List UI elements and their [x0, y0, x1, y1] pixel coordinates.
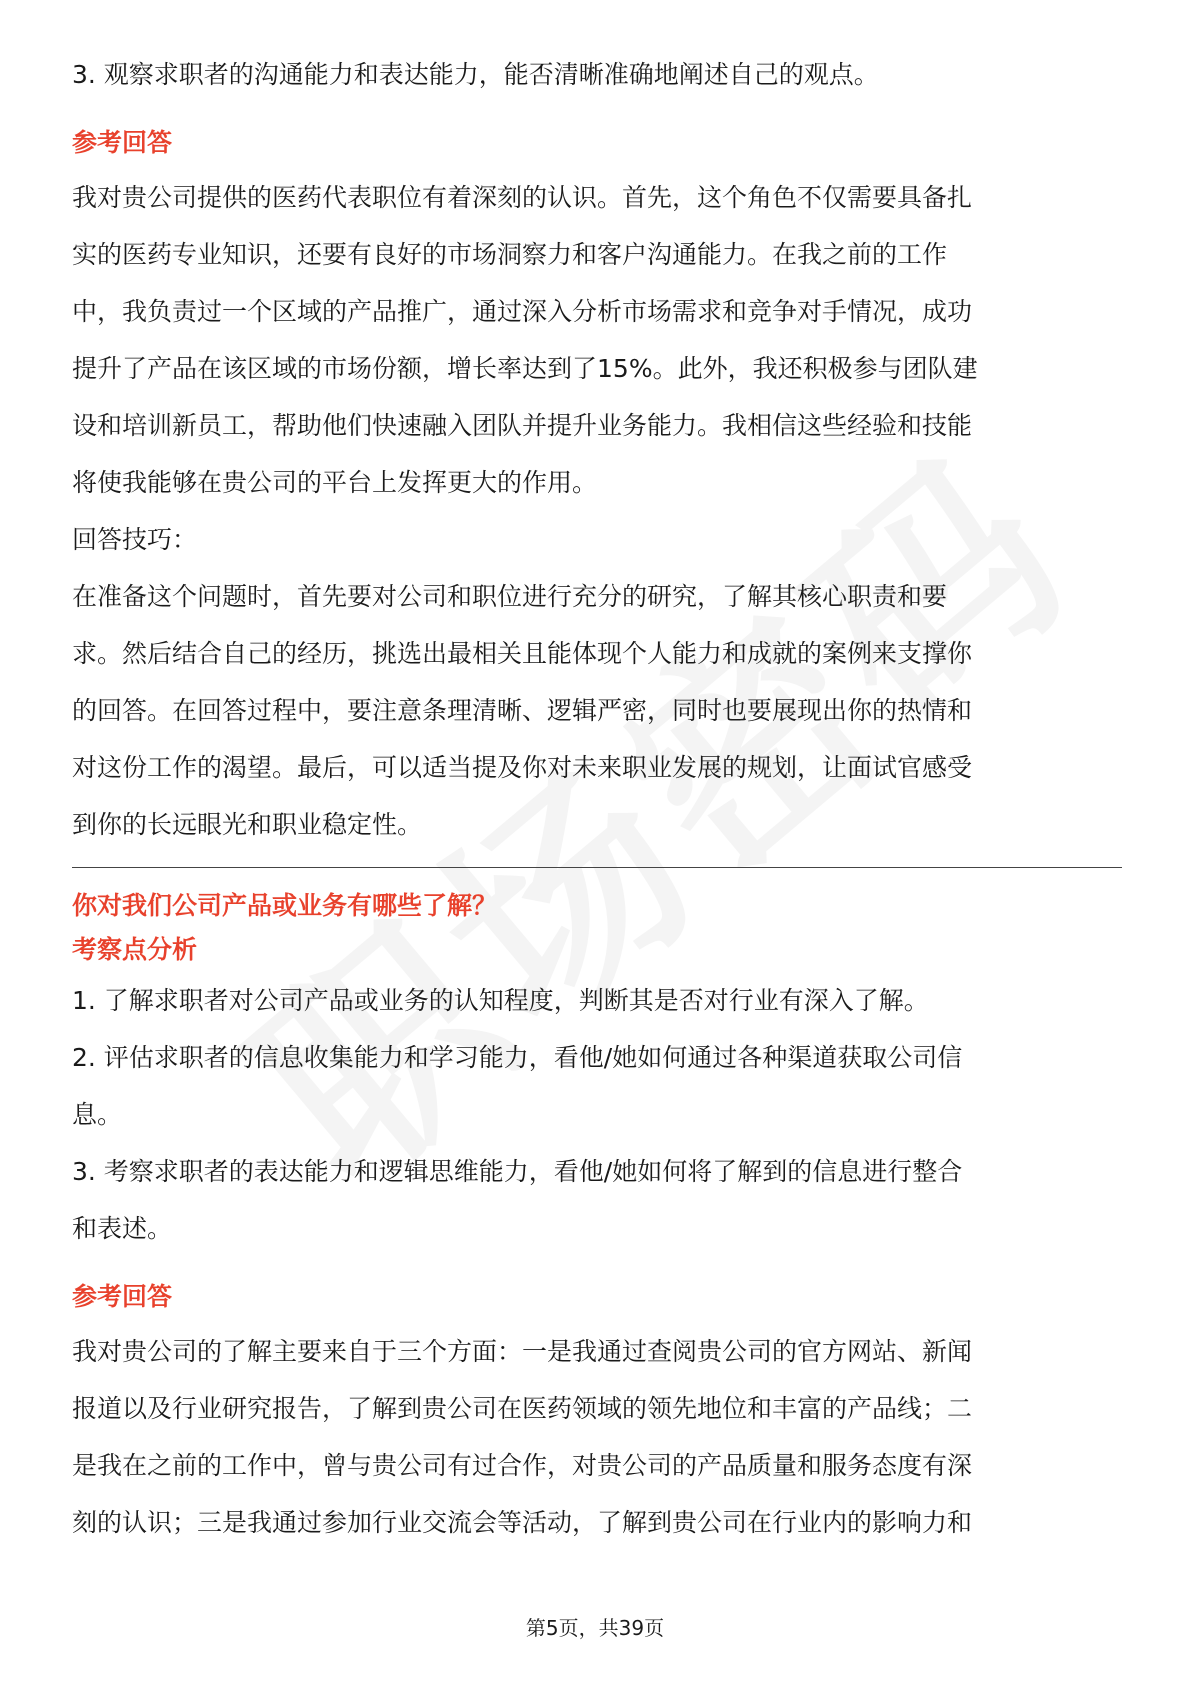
tips-line: 到你的长远眼光和职业稳定性。 — [72, 810, 423, 839]
answer-2 — [72, 1323, 1122, 1551]
answer-1-line: 提升了产品在该区域的市场份额，增长率达到了15%。此外，我还积极参与团队建 — [72, 354, 978, 383]
analysis-list — [72, 972, 1122, 1257]
analysis-line: 3. 考察求职者的表达能力和逻辑思维能力，看他/她如何将了解到的信息进行整合 — [72, 1157, 963, 1186]
answer-1-line: 实的医药专业知识，还要有良好的市场洞察力和客户沟通能力。在我之前的工作 — [72, 240, 948, 269]
analysis-line: 和表述。 — [72, 1214, 173, 1243]
answer-2-line: 报道以及行业研究报告，了解到贵公司在医药领域的领先地位和丰富的产品线；二 — [72, 1394, 973, 1423]
analysis-heading: 考察点分析 — [72, 935, 198, 964]
answer-1-line: 我对贵公司提供的医药代表职位有着深刻的认识。首先，这个角色不仅需要具备扎 — [72, 183, 973, 212]
tips-line: 求。然后结合自己的经历，挑选出最相关且能体现个人能力和成就的案例来支撑你 — [72, 639, 973, 668]
answer-2-line: 是我在之前的工作中，曾与贵公司有过合作，对贵公司的产品质量和服务态度有深 — [72, 1451, 973, 1480]
answer-1 — [72, 169, 1122, 511]
answer-1-line: 将使我能够在贵公司的平台上发挥更大的作用。 — [72, 468, 598, 497]
tips — [72, 568, 1122, 853]
tips-label: 回答技巧： — [72, 525, 198, 554]
answer-heading-1: 参考回答 — [72, 128, 173, 157]
tips-line: 对这份工作的渴望。最后，可以适当提及你对未来职业发展的规划，让面试官感受 — [72, 753, 973, 782]
analysis-point-3: 3. 观察求职者的沟通能力和表达能力，能否清晰准确地阐述自己的观点。 — [72, 60, 879, 89]
analysis-line: 2. 评估求职者的信息收集能力和学习能力，看他/她如何通过各种渠道获取公司信 — [72, 1043, 963, 1072]
answer-2-line: 我对贵公司的了解主要来自于三个方面：一是我通过查阅贵公司的官方网站、新闻 — [72, 1337, 973, 1366]
tips-line: 的回答。在回答过程中，要注意条理清晰、逻辑严密，同时也要展现出你的热情和 — [72, 696, 973, 725]
question-title: 你对我们公司产品或业务有哪些了解？ — [72, 891, 498, 920]
answer-heading-2: 参考回答 — [72, 1282, 173, 1311]
analysis-line: 1. 了解求职者对公司产品或业务的认知程度，判断其是否对行业有深入了解。 — [72, 986, 929, 1015]
answer-1-line: 中，我负责过一个区域的产品推广，通过深入分析市场需求和竞争对手情况，成功 — [72, 297, 973, 326]
answer-1-line: 设和培训新员工，帮助他们快速融入团队并提升业务能力。我相信这些经验和技能 — [72, 411, 973, 440]
page-number: 第5页，共39页 — [525, 1616, 665, 1640]
tips-line: 在准备这个问题时，首先要对公司和职位进行充分的研究，了解其核心职责和要 — [72, 582, 948, 611]
answer-2-line: 刻的认识；三是我通过参加行业交流会等活动，了解到贵公司在行业内的影响力和 — [72, 1508, 973, 1537]
section-divider — [72, 867, 1122, 868]
analysis-line: 息。 — [72, 1100, 123, 1129]
document-page — [72, 46, 1122, 1551]
